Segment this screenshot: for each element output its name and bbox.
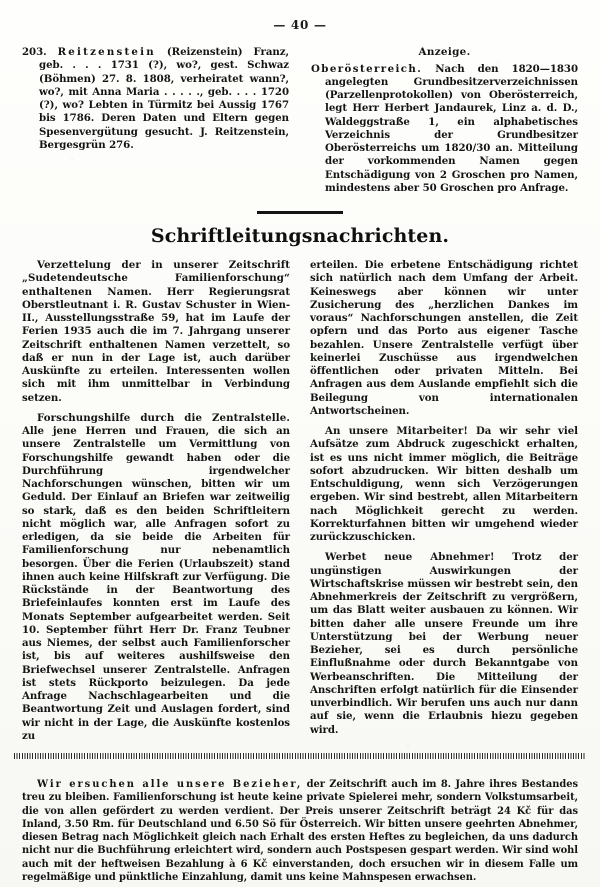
section-divider-rule [257,211,343,214]
ornamental-rule [14,753,586,759]
article-paragraph [22,259,290,405]
article-run-head: Werbet neue Abnehmer! [325,551,495,564]
article-run-head: Verzettelung der in unserer Zeitschrift „Sudetendeutsche Familienforschung“ enthaltenen Namen. [22,259,290,298]
top-column-left [22,46,289,195]
article-paragraph [310,425,578,544]
main-column-right [310,259,578,743]
article-text: Da wir sehr viel Aufsätze zum Abdruck zugeschickt erhalten, ist es uns nicht immer möglich, die Beiträge sofort abzudrucken. Wir bitten deshalb um Entschuldigung, wenn sich Verzögerungen ergeben. Wir sind bestrebt, allen Mitarbeitern nach Möglichkeit gerecht zu werden. Korrekturfahnen bitten wir umgehend wieder zurückzuschicken. [310,425,578,544]
advertisement-lead: Oberösterreich. [311,62,423,75]
advertisement-heading: Anzeige. [418,46,471,58]
genealogy-entry [22,46,289,152]
entry-surname: Reitzenstein [57,46,156,58]
notice-text: der Zeitschrift auch im 8. Jahre ihres Bestandes treu zu bleiben. Familienforschung ist heute keine private Spielerei mehr, sondern Volkstumsarbeit, die von allen gefördert zu werden verdient. Der Preis unserer Zeitschrift beträgt 24 Kč für das Inland, 3.50 Rm. für Deutschland und 6.50 Sö für Österreich. Wir bitten unsere geehrten Abnehmer, diesen Betrag nach Möglichkeit gleich nach Erhalt des ersten Heftes zu begleichen, da uns dadurch nicht nur die Buchführung erleichtert wird, sondern auch Postspesen gespart werden. Wir sind wohl auch mit der heftweisen Bezahlung à 6 Kč einverstanden, doch ersuchen wir in diesem Falle um regelmäßige und pünktliche Einzahlung, damit uns keine Mahnspesen erwachsen. [22,779,578,883]
subscription-notice [12,771,588,887]
article-paragraph [310,259,578,418]
article-paragraph [22,412,290,743]
article-run-head: Forschungshilfe durch die Zentralstelle. [37,411,290,424]
top-column-right [311,46,578,195]
entry-body: (Reizenstein) Franz, geb. . . . 1731 (?), wo?, gest. Schwaz (Böhmen) 27. 8. 1808, verheiratet wann?, wo?, mit Anna Maria . . . . ., geb. . . . 1720 (?), wo? Lebten in Türmitz bei Aussig 1767 bis 1786. Deren Daten und Eltern gegen Spesenvergütung gesucht. J. Reitzenstein, Bergesgrün 276. [39,46,290,151]
entry-number: 203. [22,46,47,58]
page-folio: — 40 — [273,18,327,32]
article-text: Alle jene Herren und Frauen, die sich an unsere Zentralstelle um Vermittlung von Forschungshilfe gewandt haben oder die Durchführung irgendwelcher Nachforschungen wünschen, bitten wir um Geduld. Der Einlauf an Briefen war zeitweilig so stark, daß es den beiden Schriftleitern nicht möglich war, alle Anfragen sofort zu erledigen, da sie beide die Arbeiten für Familienforschung nur nebenamtlich besorgen. Über die Ferien (Urlaubszeit) stand ihnen auch keine Hilfskraft zur Verfügung. Die Rückstände in der Beantwortung des Briefeinlaufes konnten erst im Laufe des Monats September aufgearbeitet werden. Seit 10. September führt Herr Dr. Franz Teubner aus Niemes, der selbst auch Familienforscher ist, bis auf weiteres aushilfsweise den Briefwechsel unserer Zentralstelle. Anfragen ist stets Rückporto beizulegen. Da jede Anfrage Nachschlagearbeiten und die Beantwortung Zeit und Auslagen fordert, sind wir nicht in der Lage, die Auskünfte kostenlos zu [22,425,290,742]
article-text: Herr Regierungsrat Oberstleutnant i. R. Gustav Schuster in Wien-II., Ausstellungsstraße 59, hat im Laufe der Ferien 1935 auch die im 7. Jahrgang unserer Zeitschrift enthaltenen Namen verzettelt, so daß er nun in der Lage ist, auch darüber Auskünfte zu erteilen. Interessenten wollen sich mit ihm unmittelbar in Verbindung setzen. [22,285,291,404]
section-title: Schriftleitungsnachrichten. [150,225,450,248]
article-text: Trotz der ungünstigen Auswirkungen der Wirtschaftskrise müssen wir bestrebt sein, den Abnehmerkreis der Zeitschrift zu vergrößern, um das Blatt weiter ausbauen zu können. Wir bitten daher alle unsere Freunde um ihre Unterstützung bei der Werbung neuer Bezieher, sei es durch persönliche Einflußnahme oder durch Bekanntgabe von Werbeanschriften. Die Mitteilung der Anschriften erfolgt natürlich für die Einsender unverbindlich. Wir berufen uns auch nur dann auf sie, wenn die Erlaubnis hiezu gegeben wird. [310,551,578,736]
notice-lead: Wir ersuchen alle unsere Bezieher, [37,779,303,791]
main-column-left [22,259,290,743]
notice-paragraph [22,778,578,884]
main-columns [0,259,600,743]
top-columns [0,46,600,195]
article-text: erteilen. Die erbetene Entschädigung richtet sich natürlich nach dem Umfang der Arbeit. Keineswegs aber können wir unter Zusicherung des „herzlichen Dankes im voraus“ Nachforschungen anstellen, die Zeit opfern und das Porto aus eigener Tasche bezahlen. Unsere Zentralstelle verfügt über keinerlei Zuschüsse aus irgendwelchen öffentlichen oder privaten Mitteln. Bei Anfragen aus dem Auslande empfiehlt sich die Beilegung von internationalen Antwortscheinen. [310,259,578,417]
advertisement-text: Nach den 1820—1830 angelegten Grundbesitzerverzeichnissen (Parzellenprotokollen) von Oberösterreich, legt Herr Herbert Jandaurek, Linz a. d. D., Waldeggstraße 1, ein alphabetisches Verzeichnis der Grundbesitzer Oberösterreichs um 1820/30 an. Mitteilung der vorkommenden Namen gegen Entschädigung von 2 Groschen pro Namen, mindestens aber 50 Groschen pro Anfrage. [325,62,579,194]
article-run-head: An unsere Mitarbeiter! [325,425,468,438]
advertisement-body [311,63,578,196]
article-paragraph [310,551,578,737]
